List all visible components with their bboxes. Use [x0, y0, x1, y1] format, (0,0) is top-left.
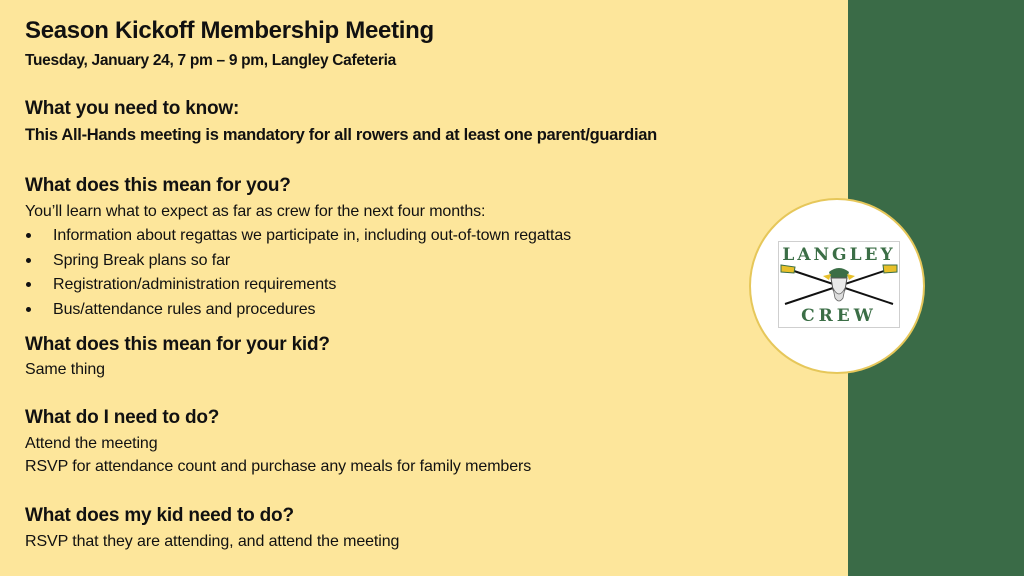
mandatory-notice: This All-Hands meeting is mandatory for all rowers and at least one parent/guardian — [25, 126, 657, 144]
list-item-text: Bus/attendance rules and procedures — [53, 300, 316, 318]
list-item-text: Registration/administration requirements — [53, 276, 337, 293]
list-item — [25, 275, 571, 300]
logo-word-top: LANGLEY — [782, 245, 896, 265]
list-item — [25, 226, 571, 251]
list-item — [25, 251, 571, 276]
mean-for-you-intro: You’ll learn what to expect as far as crew for the next four months: — [25, 203, 486, 220]
list-item-text: Spring Break plans so far — [53, 251, 231, 269]
langley-crew-logo — [778, 241, 900, 328]
bullet-dot-icon — [26, 258, 31, 263]
heading-what-to-do: What do I need to do? — [25, 407, 220, 428]
bullet-list — [25, 226, 571, 324]
bullet-dot-icon — [26, 282, 31, 287]
todo-line-2: RSVP for attendance count and purchase any meals for family members — [25, 458, 532, 475]
todo-line-1: Attend the meeting — [25, 435, 158, 452]
meeting-details: Tuesday, January 24, 7 pm – 9 pm, Langley Cafeteria — [25, 52, 396, 69]
list-item-text: Information about regattas we participate in, including out-of-town regattas — [53, 227, 572, 244]
bullet-dot-icon — [26, 233, 31, 238]
bullet-dot-icon — [26, 307, 31, 312]
list-item — [25, 300, 571, 325]
logo-word-bottom: CREW — [801, 306, 877, 326]
heading-mean-for-you: What does this mean for you? — [25, 175, 291, 196]
heading-mean-for-kid: What does this mean for your kid? — [25, 334, 330, 355]
page-title: Season Kickoff Membership Meeting — [25, 17, 434, 44]
heading-kid-to-do: What does my kid need to do? — [25, 505, 294, 526]
heading-need-to-know: What you need to know: — [25, 98, 240, 119]
crossed-oars-icon — [779, 264, 899, 308]
mean-for-kid-text: Same thing — [25, 361, 105, 378]
kid-todo-text: RSVP that they are attending, and attend the meeting — [25, 533, 400, 550]
